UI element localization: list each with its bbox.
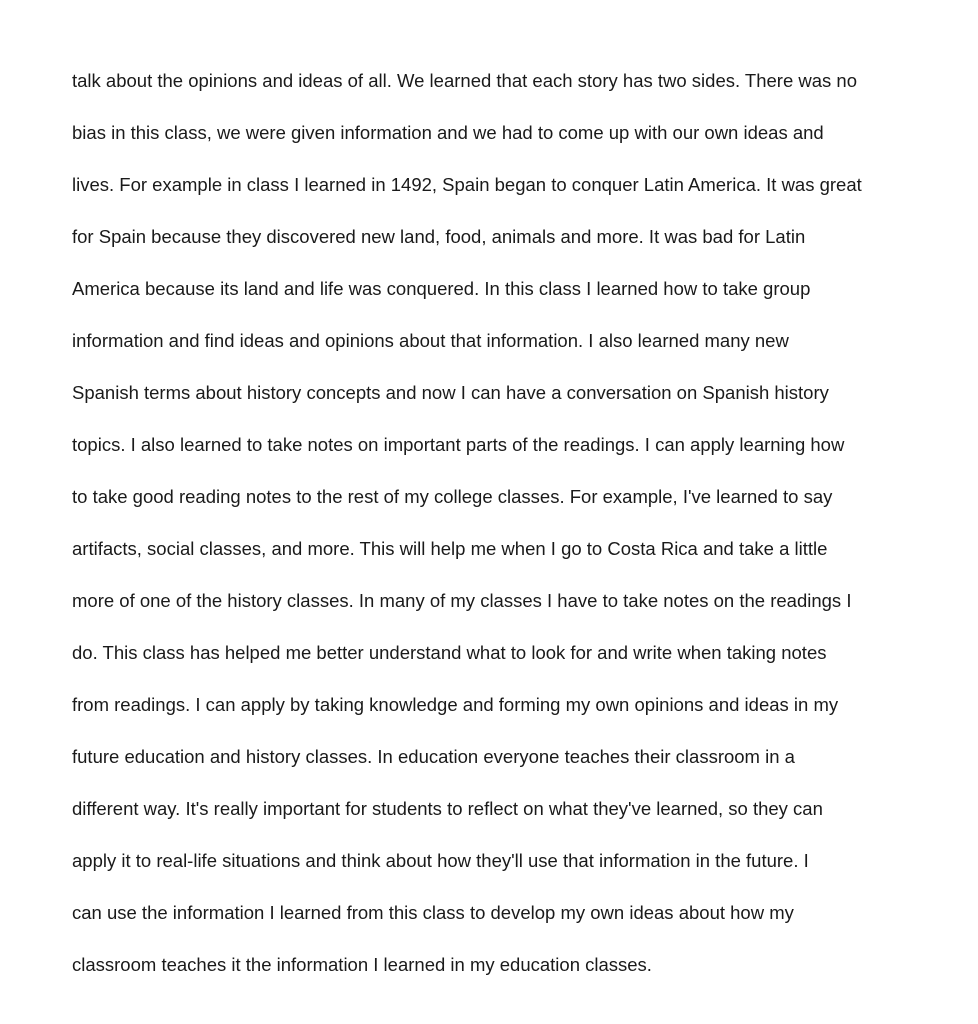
text-line: different way. It's really important for students to reflect on what they've learned, so they can bbox=[72, 798, 823, 819]
essay-paragraph bbox=[72, 62, 932, 998]
text-line: America because its land and life was conquered. In this class I learned how to take group bbox=[72, 278, 811, 299]
text-line: from readings. I can apply by taking knowledge and forming my own opinions and ideas in my bbox=[72, 694, 839, 715]
text-line: lives. For example in class I learned in 1492, Spain began to conquer Latin America. It was great bbox=[72, 174, 862, 195]
text-line: Spanish terms about history concepts and now I can have a conversation on Spanish history bbox=[72, 382, 829, 403]
text-line: future education and history classes. In education everyone teaches their classroom in a bbox=[72, 746, 795, 767]
text-line: can use the information I learned from this class to develop my own ideas about how my bbox=[72, 902, 794, 923]
text-line: classroom teaches it the information I learned in my education classes. bbox=[72, 954, 652, 975]
text-line: apply it to real-life situations and think about how they'll use that information in the future. I bbox=[72, 850, 809, 871]
text-line: do. This class has helped me better understand what to look for and write when taking notes bbox=[72, 642, 827, 663]
text-line: bias in this class, we were given information and we had to come up with our own ideas and bbox=[72, 122, 824, 143]
text-line: talk about the opinions and ideas of all. We learned that each story has two sides. There was no bbox=[72, 70, 858, 91]
text-line: to take good reading notes to the rest of my college classes. For example, I've learned to say bbox=[72, 486, 833, 507]
text-line: for Spain because they discovered new land, food, animals and more. It was bad for Latin bbox=[72, 226, 806, 247]
text-line: information and find ideas and opinions about that information. I also learned many new bbox=[72, 330, 789, 351]
text-line: artifacts, social classes, and more. This will help me when I go to Costa Rica and take a little bbox=[72, 538, 828, 559]
text-line: topics. I also learned to take notes on important parts of the readings. I can apply learning how bbox=[72, 434, 845, 455]
text-line: more of one of the history classes. In many of my classes I have to take notes on the readings I bbox=[72, 590, 852, 611]
